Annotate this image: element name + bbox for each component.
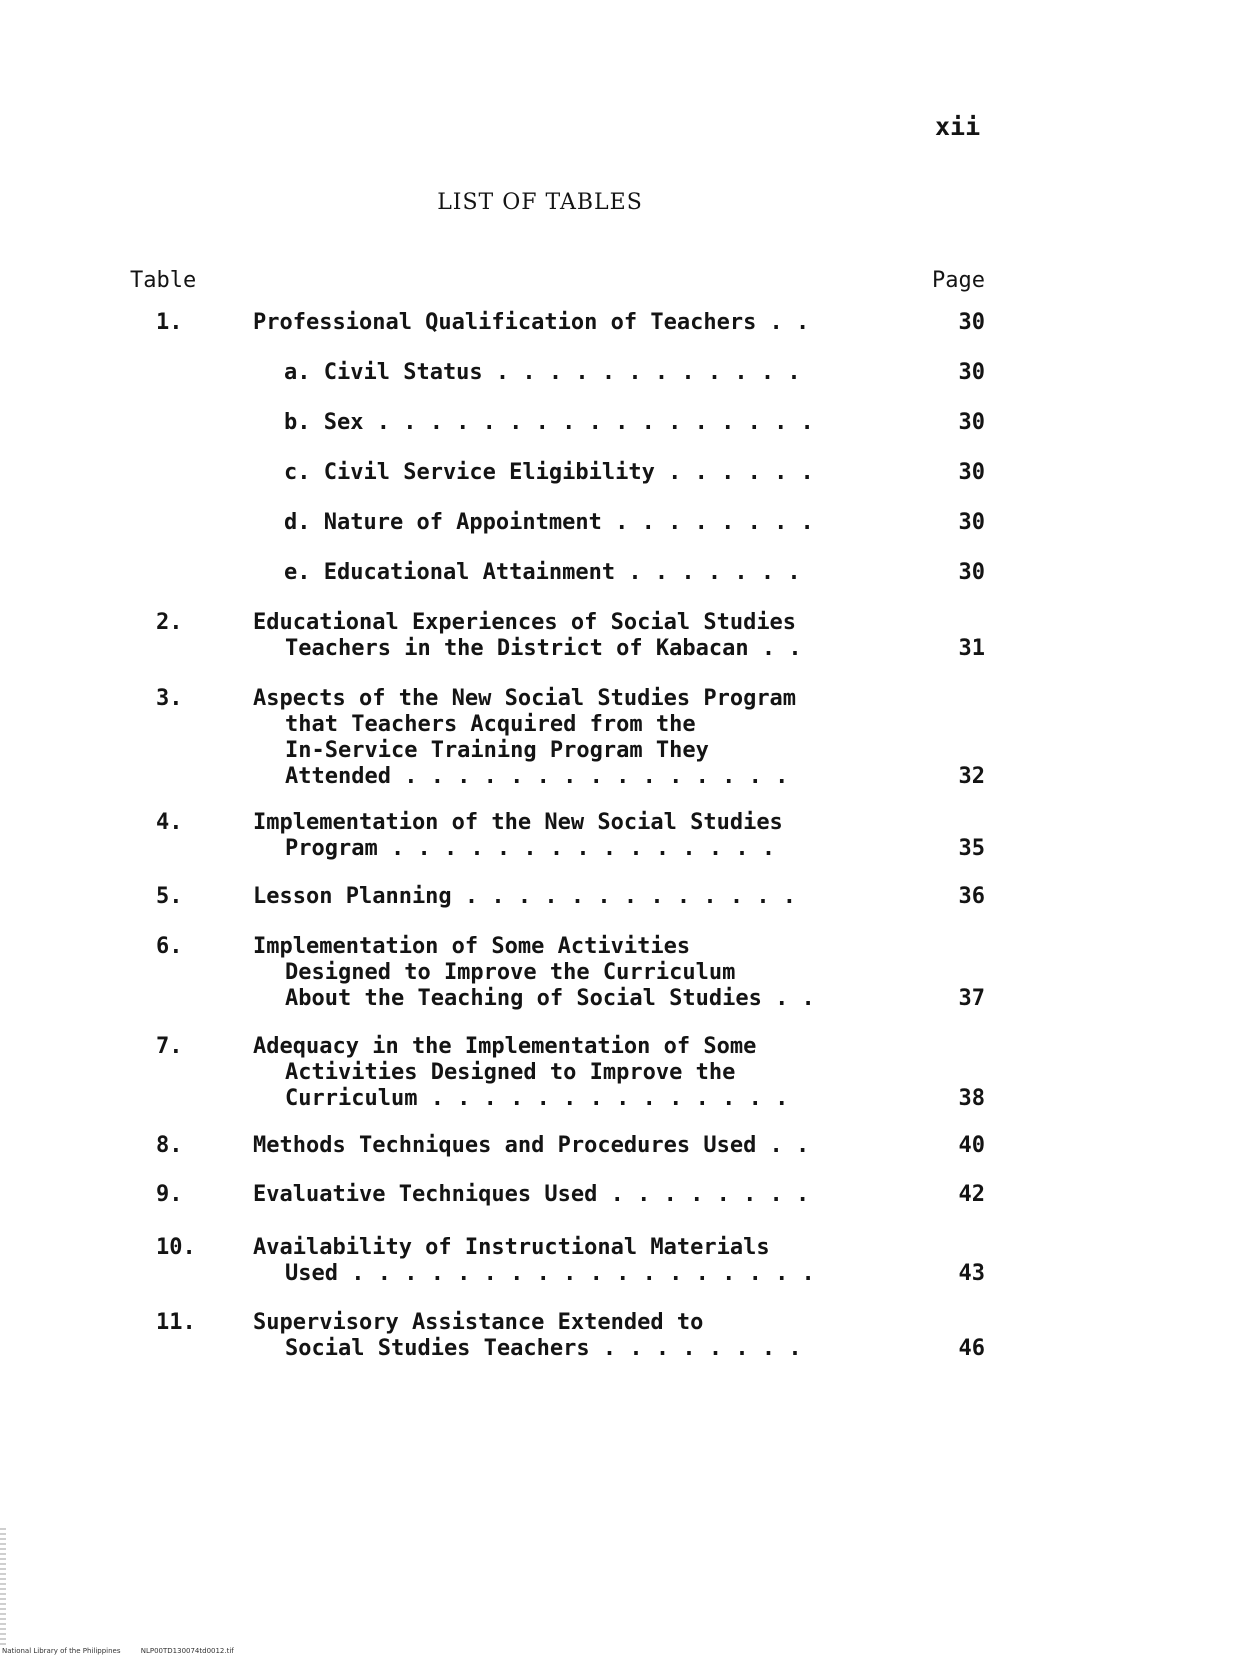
table-title-line: Adequacy in the Implementation of Some <box>253 1034 757 1059</box>
table-number: 2. <box>156 610 183 635</box>
table-title-line: d. Nature of Appointment . . . . . . . . <box>284 510 814 535</box>
page-reference: 31 <box>958 636 985 661</box>
page-title: LIST OF TABLES <box>437 190 643 215</box>
table-title <box>284 510 894 536</box>
table-title-line: Professional Qualification of Teachers . . <box>253 310 810 335</box>
table-number: 11. <box>156 1310 196 1335</box>
table-title-line: Lesson Planning . . . . . . . . . . . . . <box>253 884 797 909</box>
table-title-line: Implementation of the New Social Studies <box>253 810 783 835</box>
table-number: 3. <box>156 686 183 711</box>
table-title-line: Evaluative Techniques Used . . . . . . . . <box>253 1182 810 1207</box>
table-title-line: b. Sex . . . . . . . . . . . . . . . . . <box>284 410 814 435</box>
table-number: 7. <box>156 1034 183 1059</box>
table-title-line: Used . . . . . . . . . . . . . . . . . . <box>285 1261 815 1286</box>
table-number: 10. <box>156 1235 196 1260</box>
page-reference: 30 <box>958 410 985 435</box>
page-reference: 36 <box>958 884 985 909</box>
table-title <box>253 1235 893 1287</box>
table-title <box>284 460 894 486</box>
table-title <box>284 360 894 386</box>
table-title <box>253 686 893 790</box>
footer-library: National Library of the Philippines <box>2 1647 121 1655</box>
table-title-line: Availability of Instructional Materials <box>253 1235 770 1260</box>
table-title-line: a. Civil Status . . . . . . . . . . . . <box>284 360 801 385</box>
table-title-line: Designed to Improve the Curriculum <box>285 960 736 985</box>
table-title-line: e. Educational Attainment . . . . . . . <box>284 560 801 585</box>
page-number: xii <box>935 112 981 141</box>
page-reference: 30 <box>958 310 985 335</box>
page-reference: 40 <box>958 1133 985 1158</box>
page-reference: 32 <box>958 764 985 789</box>
table-title <box>253 810 893 862</box>
table-title <box>284 410 894 436</box>
column-header-page: Page <box>932 268 985 293</box>
table-title <box>253 1133 893 1159</box>
table-title-line: Teachers in the District of Kabacan . . <box>285 636 802 661</box>
table-number: 9. <box>156 1182 183 1207</box>
table-title-line: Social Studies Teachers . . . . . . . . <box>285 1336 802 1361</box>
page-reference: 46 <box>958 1336 985 1361</box>
table-title-line: c. Civil Service Eligibility . . . . . . <box>284 460 814 485</box>
page-reference: 42 <box>958 1182 985 1207</box>
table-number: 1. <box>156 310 183 335</box>
table-number: 4. <box>156 810 183 835</box>
page-reference: 37 <box>958 986 985 1011</box>
page-reference: 35 <box>958 836 985 861</box>
table-title-line: Curriculum . . . . . . . . . . . . . . <box>285 1086 789 1111</box>
scan-edge-mark <box>0 1525 6 1645</box>
footer-file: NLP00TD130074td0012.tif <box>140 1647 234 1655</box>
page-reference: 43 <box>958 1261 985 1286</box>
table-title <box>253 610 893 662</box>
footer <box>2 1647 252 1655</box>
table-title-line: In-Service Training Program They <box>285 738 709 763</box>
table-title-line: Aspects of the New Social Studies Program <box>253 686 797 711</box>
table-title-line: Implementation of Some Activities <box>253 934 691 959</box>
table-title <box>284 560 894 586</box>
table-title-line: About the Teaching of Social Studies . . <box>285 986 815 1011</box>
page-reference: 30 <box>958 510 985 535</box>
table-title <box>253 1310 893 1362</box>
column-header-table: Table <box>130 268 197 293</box>
table-title <box>253 1182 893 1208</box>
table-number: 6. <box>156 934 183 959</box>
table-title <box>253 884 893 910</box>
table-title <box>253 310 893 336</box>
page-reference: 30 <box>958 560 985 585</box>
table-title-line: Supervisory Assistance Extended to <box>253 1310 704 1335</box>
page-reference: 38 <box>958 1086 985 1111</box>
table-title-line: Program . . . . . . . . . . . . . . . <box>285 836 776 861</box>
table-number: 8. <box>156 1133 183 1158</box>
table-title-line: Attended . . . . . . . . . . . . . . . <box>285 764 789 789</box>
table-title-line: Educational Experiences of Social Studies <box>253 610 797 635</box>
table-number: 5. <box>156 884 183 909</box>
table-title-line: that Teachers Acquired from the <box>285 712 696 737</box>
table-title <box>253 934 893 1012</box>
page-reference: 30 <box>958 360 985 385</box>
table-title-line: Activities Designed to Improve the <box>285 1060 736 1085</box>
table-title-line: Methods Techniques and Procedures Used . . <box>253 1133 810 1158</box>
page-reference: 30 <box>958 460 985 485</box>
table-title <box>253 1034 893 1112</box>
